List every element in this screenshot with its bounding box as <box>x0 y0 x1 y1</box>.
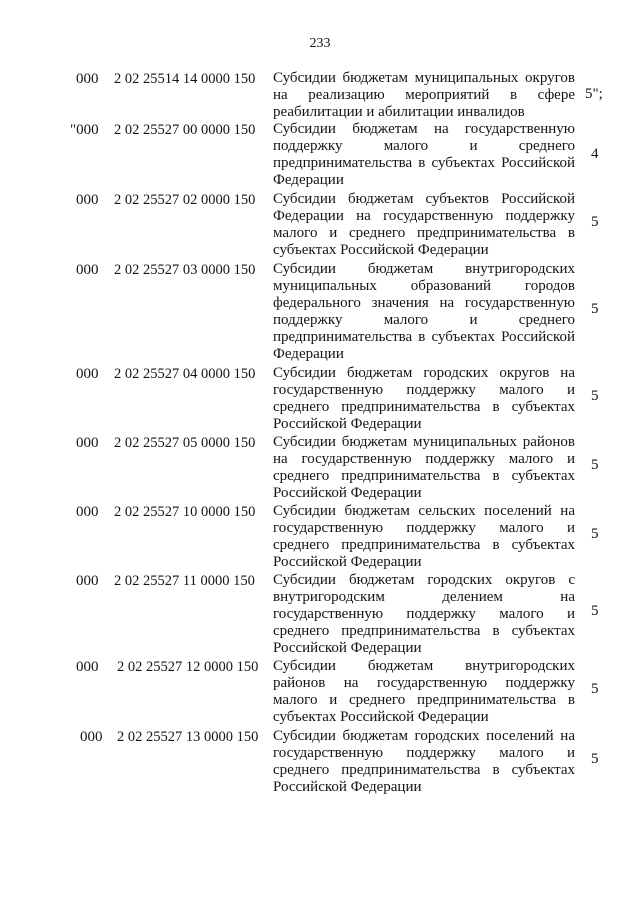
admin-code: 000 <box>76 71 99 87</box>
admin-code: 000 <box>76 573 99 589</box>
description-line: среднего предпринимательства в субъектах <box>273 623 575 639</box>
description-line: Субсидии бюджетам городских поселений на <box>273 728 575 744</box>
admin-code: 000 <box>80 729 103 745</box>
description-line: поддержку малого и среднего <box>273 138 575 154</box>
description-line: Федерации <box>273 172 344 188</box>
admin-code: 000 <box>76 192 99 208</box>
description-line: Российской Федерации <box>273 485 422 501</box>
value-cell: 5"; <box>585 86 603 102</box>
description <box>273 365 575 433</box>
description-line: малого и среднего предпринимательства в <box>273 692 575 708</box>
description-line: субъектах Российской Федерации <box>273 242 489 258</box>
description-line: предпринимательства в субъектах Российской <box>273 329 575 345</box>
description <box>273 121 575 189</box>
description <box>273 572 575 657</box>
description-line: на государственную поддержку малого и <box>273 451 575 467</box>
description-line: среднего предпринимательства в субъектах <box>273 537 575 553</box>
budget-classification-code: 2 02 25527 12 0000 150 <box>117 659 259 675</box>
description-line: федерального значения на государственную <box>273 295 575 311</box>
description-line: поддержку малого и среднего <box>273 312 575 328</box>
budget-classification-code: 2 02 25527 02 0000 150 <box>114 192 256 208</box>
budget-classification-code: 2 02 25527 00 0000 150 <box>114 122 256 138</box>
value-cell: 4 <box>591 146 599 162</box>
page-number: 233 <box>309 36 331 51</box>
description-line: районов на государственную поддержку <box>273 675 575 691</box>
description-line: малого и среднего предпринимательства в <box>273 225 575 241</box>
description-line: государственную поддержку малого и <box>273 382 575 398</box>
description <box>273 191 575 259</box>
admin-code: 000 <box>76 435 99 451</box>
budget-classification-code: 2 02 25527 03 0000 150 <box>114 262 256 278</box>
description-line: Федерации на государственную поддержку <box>273 208 575 224</box>
value-cell: 5 <box>591 214 599 230</box>
budget-classification-code: 2 02 25527 05 0000 150 <box>114 435 256 451</box>
description-line: предпринимательства в субъектах Российской <box>273 155 575 171</box>
admin-code: "000 <box>70 122 99 138</box>
value-cell: 5 <box>591 388 599 404</box>
description-line: субъектах Российской Федерации <box>273 709 489 725</box>
value-cell: 5 <box>591 751 599 767</box>
description <box>273 728 575 796</box>
description <box>273 434 575 502</box>
value-cell: 5 <box>591 603 599 619</box>
description-line: среднего предпринимательства в субъектах <box>273 468 575 484</box>
description-line: реабилитации и абилитации инвалидов <box>273 104 525 120</box>
description-line: среднего предпринимательства в субъектах <box>273 762 575 778</box>
budget-classification-code: 2 02 25527 11 0000 150 <box>114 573 255 589</box>
description-line: внутригородским делением на <box>273 589 575 605</box>
admin-code: 000 <box>76 659 99 675</box>
description <box>273 70 575 121</box>
description-line: Субсидии бюджетам на государственную <box>273 121 575 137</box>
value-cell: 5 <box>591 301 599 317</box>
description-line: Субсидии бюджетам муниципальных округов <box>273 70 575 86</box>
value-cell: 5 <box>591 457 599 473</box>
description-line: Субсидии бюджетам внутригородских <box>273 658 575 674</box>
description-line: на реализацию мероприятий в сфере <box>273 87 575 103</box>
description-line: Российской Федерации <box>273 779 422 795</box>
admin-code: 000 <box>76 262 99 278</box>
description-line: среднего предпринимательства в субъектах <box>273 399 575 415</box>
admin-code: 000 <box>76 504 99 520</box>
value-cell: 5 <box>591 681 599 697</box>
admin-code: 000 <box>76 366 99 382</box>
description-line: Российской Федерации <box>273 554 422 570</box>
description-line: Субсидии бюджетам городских округов на <box>273 365 575 381</box>
description-line: государственную поддержку малого и <box>273 606 575 622</box>
description-line: Субсидии бюджетам городских округов с <box>273 572 575 588</box>
description <box>273 261 575 363</box>
description-line: Российской Федерации <box>273 416 422 432</box>
description-line: Субсидии бюджетам субъектов Российской <box>273 191 575 207</box>
description-line: государственную поддержку малого и <box>273 520 575 536</box>
description <box>273 503 575 571</box>
budget-classification-code: 2 02 25527 10 0000 150 <box>114 504 256 520</box>
description-line: Российской Федерации <box>273 640 422 656</box>
budget-classification-code: 2 02 25514 14 0000 150 <box>114 71 256 87</box>
description-line: Федерации <box>273 346 344 362</box>
description-line: государственную поддержку малого и <box>273 745 575 761</box>
description-line: муниципальных образований городов <box>273 278 575 294</box>
description <box>273 658 575 726</box>
description-line: Субсидии бюджетам сельских поселений на <box>273 503 575 519</box>
value-cell: 5 <box>591 526 599 542</box>
description-line: Субсидии бюджетам муниципальных районов <box>273 434 575 450</box>
budget-classification-code: 2 02 25527 13 0000 150 <box>117 729 259 745</box>
description-line: Субсидии бюджетам внутригородских <box>273 261 575 277</box>
budget-classification-code: 2 02 25527 04 0000 150 <box>114 366 256 382</box>
